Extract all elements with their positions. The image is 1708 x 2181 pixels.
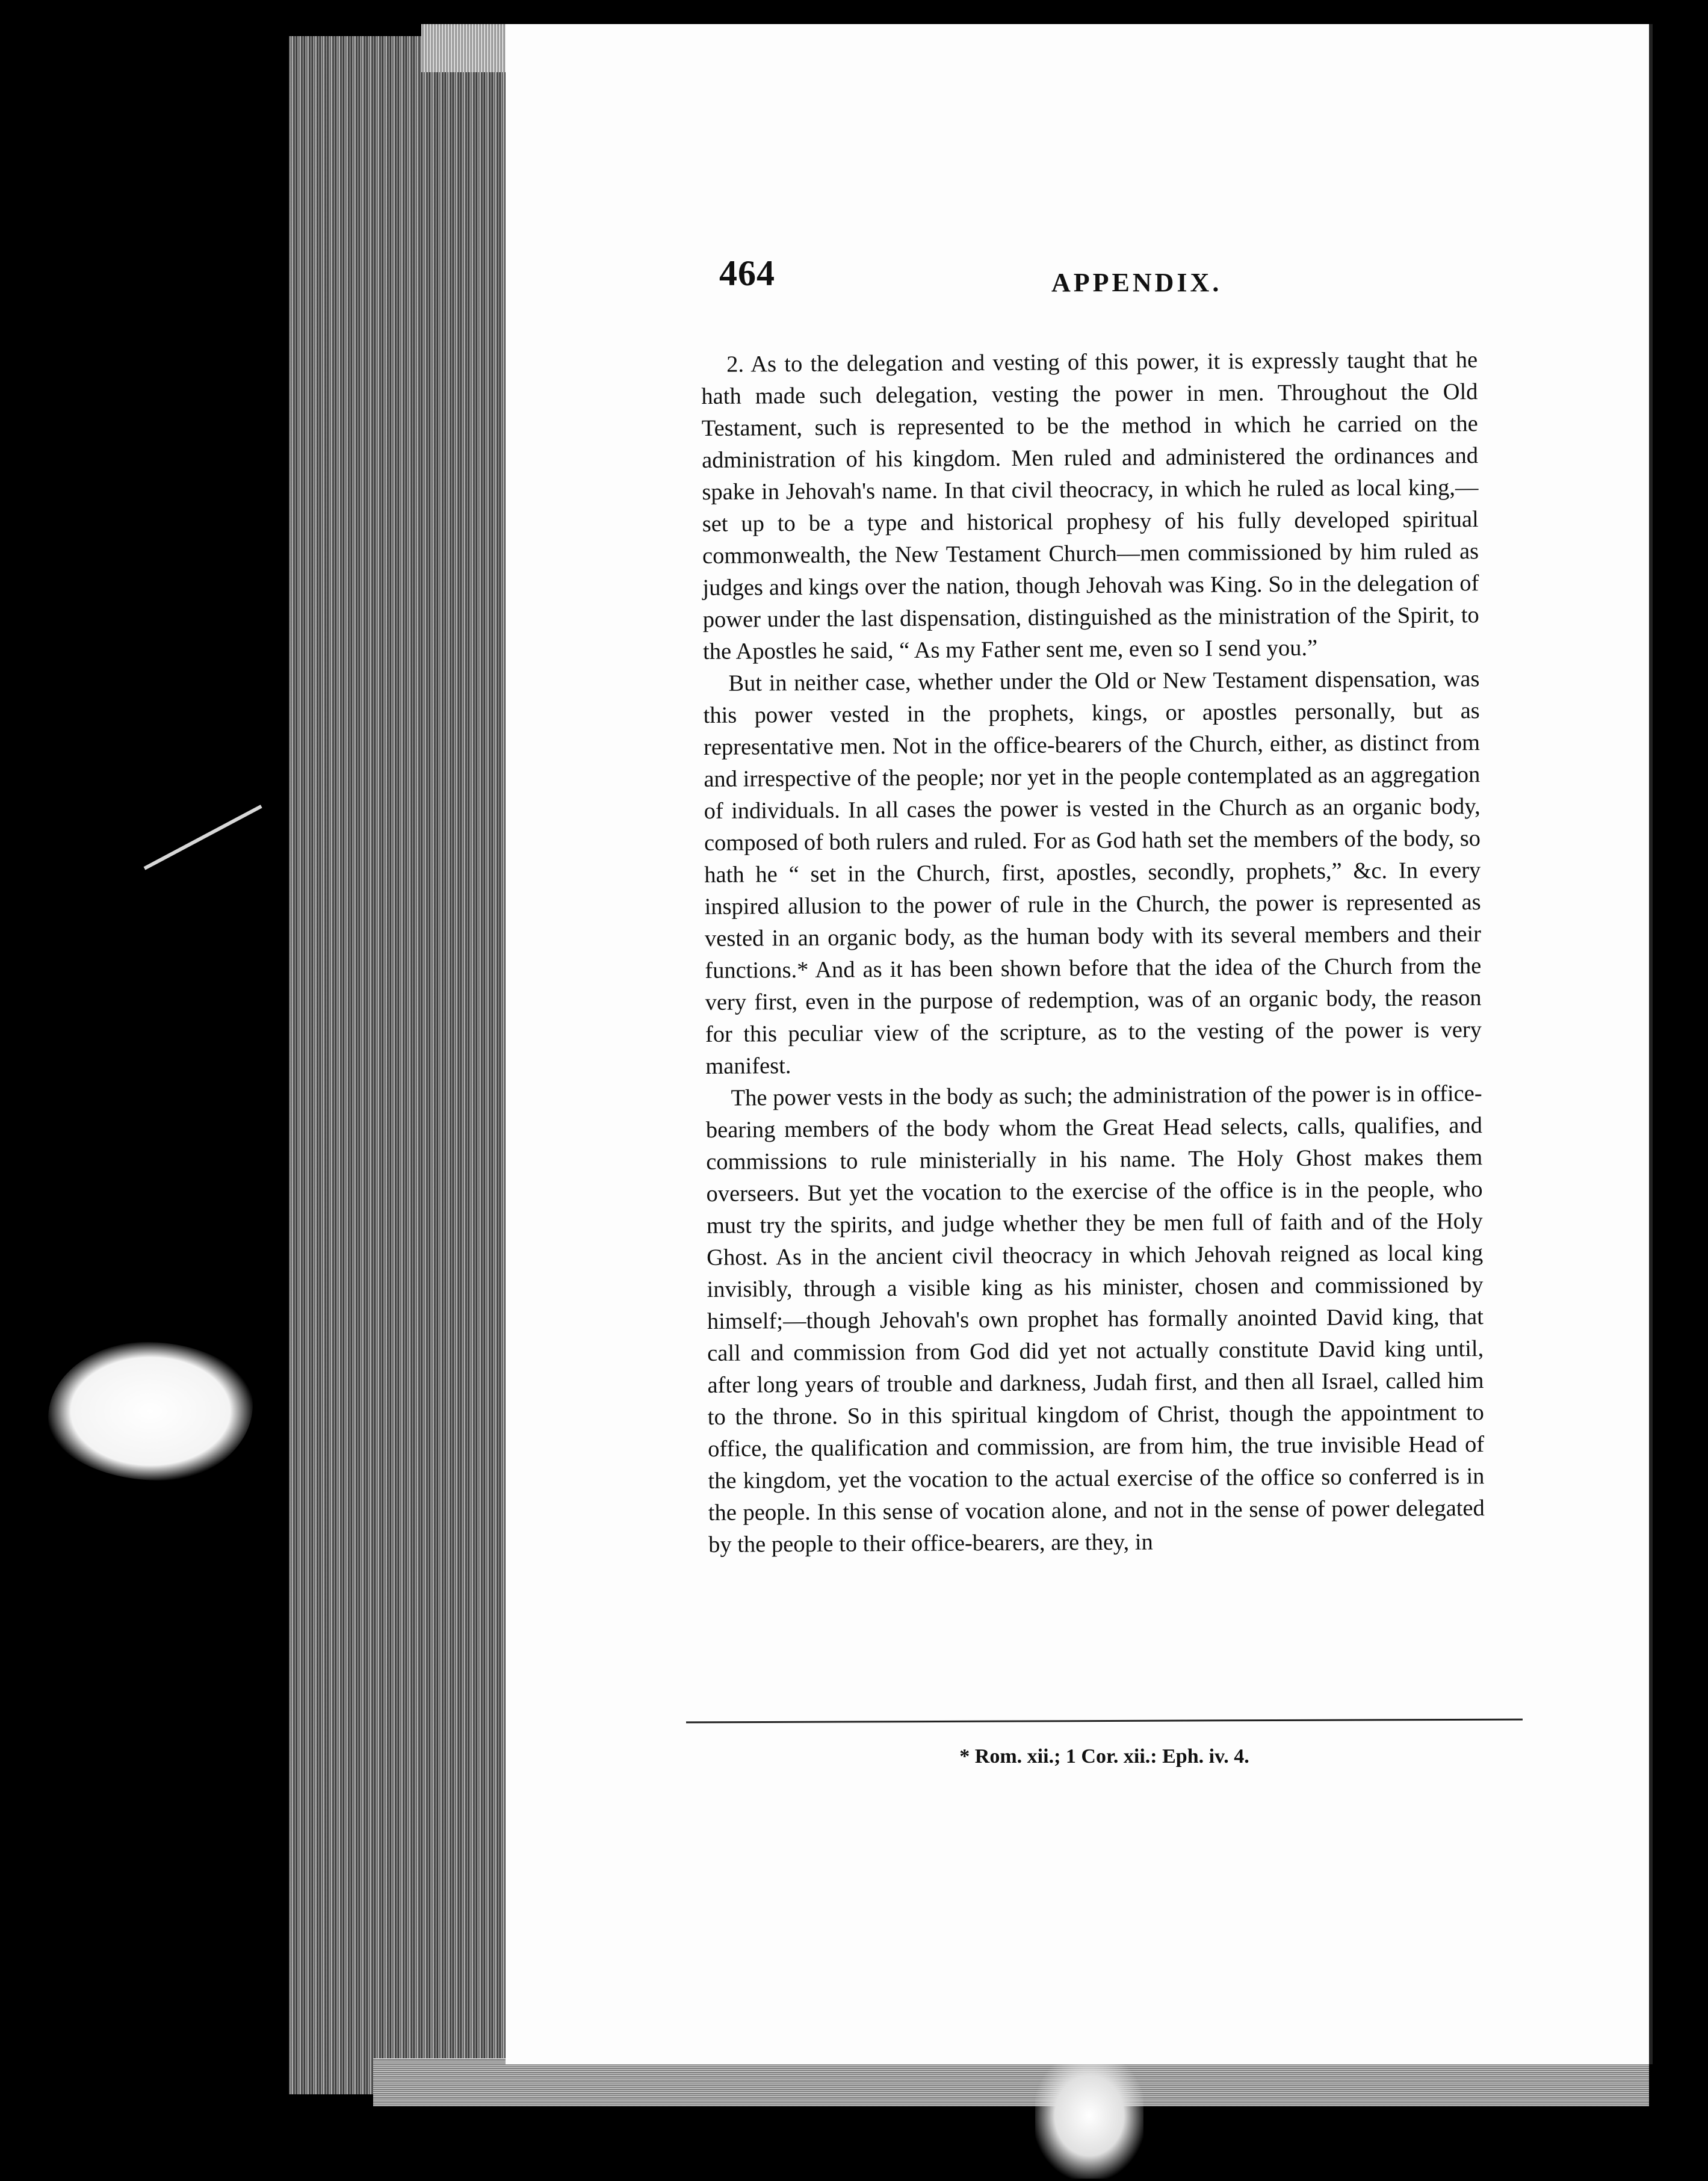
book-page-edges [289,36,506,2094]
running-title: APPENDIX. [1051,268,1222,297]
book-page-edges-top [421,24,518,72]
book-page [506,24,1653,2064]
paragraph-2: But in neither case, whether under the Old or New Testament dispensation, was this power vested in the prophets, kings, or apostles personally, but as representative men. Not in the office-bearers of the Church, either, as distinct from and irrespective of the people; nor yet in the people contemplated as an aggregation of individuals. In all cases the power is vested in the Church as an organic body, composed of both rulers and ruled. For as God hath set the members of the body, so hath he “ set in the Church, first, apostles, secondly, prophets,” &c. In every inspired allusion to the power of rule in the Church, the power is represented as vested in an organic body, as the human body with its several members and their functions.* And as it has been shown before that the idea of the Church from the very first, even in the purpose of redemption, was of an organic body, the reason for this peculiar view of the scripture, as to the vesting of the power is very manifest. [703,666,1482,1079]
scan-artifact-scratch [144,805,262,870]
book-bottom-edge [373,2058,1649,2106]
paragraph-3: The power vests in the body as such; the administration of the power is in office-bearing members of the body whom the Great Head selects, calls, qualifies, and commissions to rule ministerially in his name. The Holy Ghost makes them overseers. But yet the vocation to the exercise of the office is in the people, who must try the spirits, and judge whether they be men full of faith and of the Holy Ghost. As in the ancient civil theocracy in which Jehovah reigned as local king invisibly, through a visible king as his minister, chosen and commissioned by himself;—though Jehovah's own prophet has formally anointed David king, that call and commission from God did yet not actually constitute David king until, after long years of trouble and darkness, Judah first, and then all Israel, called him to the throne. So in this spiritual kingdom of Christ, though the appointment to office, the qualification and commission, are from him, the true invisible Head of the kingdom, yet the vocation to the actual exercise of the office so conferred is in the people. In this sense of vocation alone, and not in the sense of power delegated by the people to their office-bearers, are they, in [705,1081,1485,1558]
page-number: 464 [719,253,775,293]
paragraph-1: 2. As to the delegation and vesting of this power, it is expressly taught that he hath made such delegation, vesting the power in men. Throughout the Old Testament, such is represented to be the method in which he carried on the administration of his kingdom. Men ruled and administered the ordinances and spake in Jehovah's name. In that civil theocracy, in which he ruled as local king,—set up to be a type and historical prophesy of his fully developed spiritual commonwealth, the New Testament Church—men commissioned by him ruled as judges and kings over the nation, though Jehovah was King. So in the delegation of power under the last dispensation, distinguished as the ministration of the Spirit, to the Apostles he said, “ As my Father sent me, even so I send you.” [701,347,1479,664]
body-text [701,344,1485,1561]
scan-artifact-blob [48,1342,253,1480]
scan-artifact-smudge [1035,2064,1143,2179]
footnote: * Rom. xii.; 1 Cor. xii.: Eph. iv. 4. [959,1745,1249,1768]
footnote-rule [686,1719,1523,1724]
running-head [719,253,1471,307]
